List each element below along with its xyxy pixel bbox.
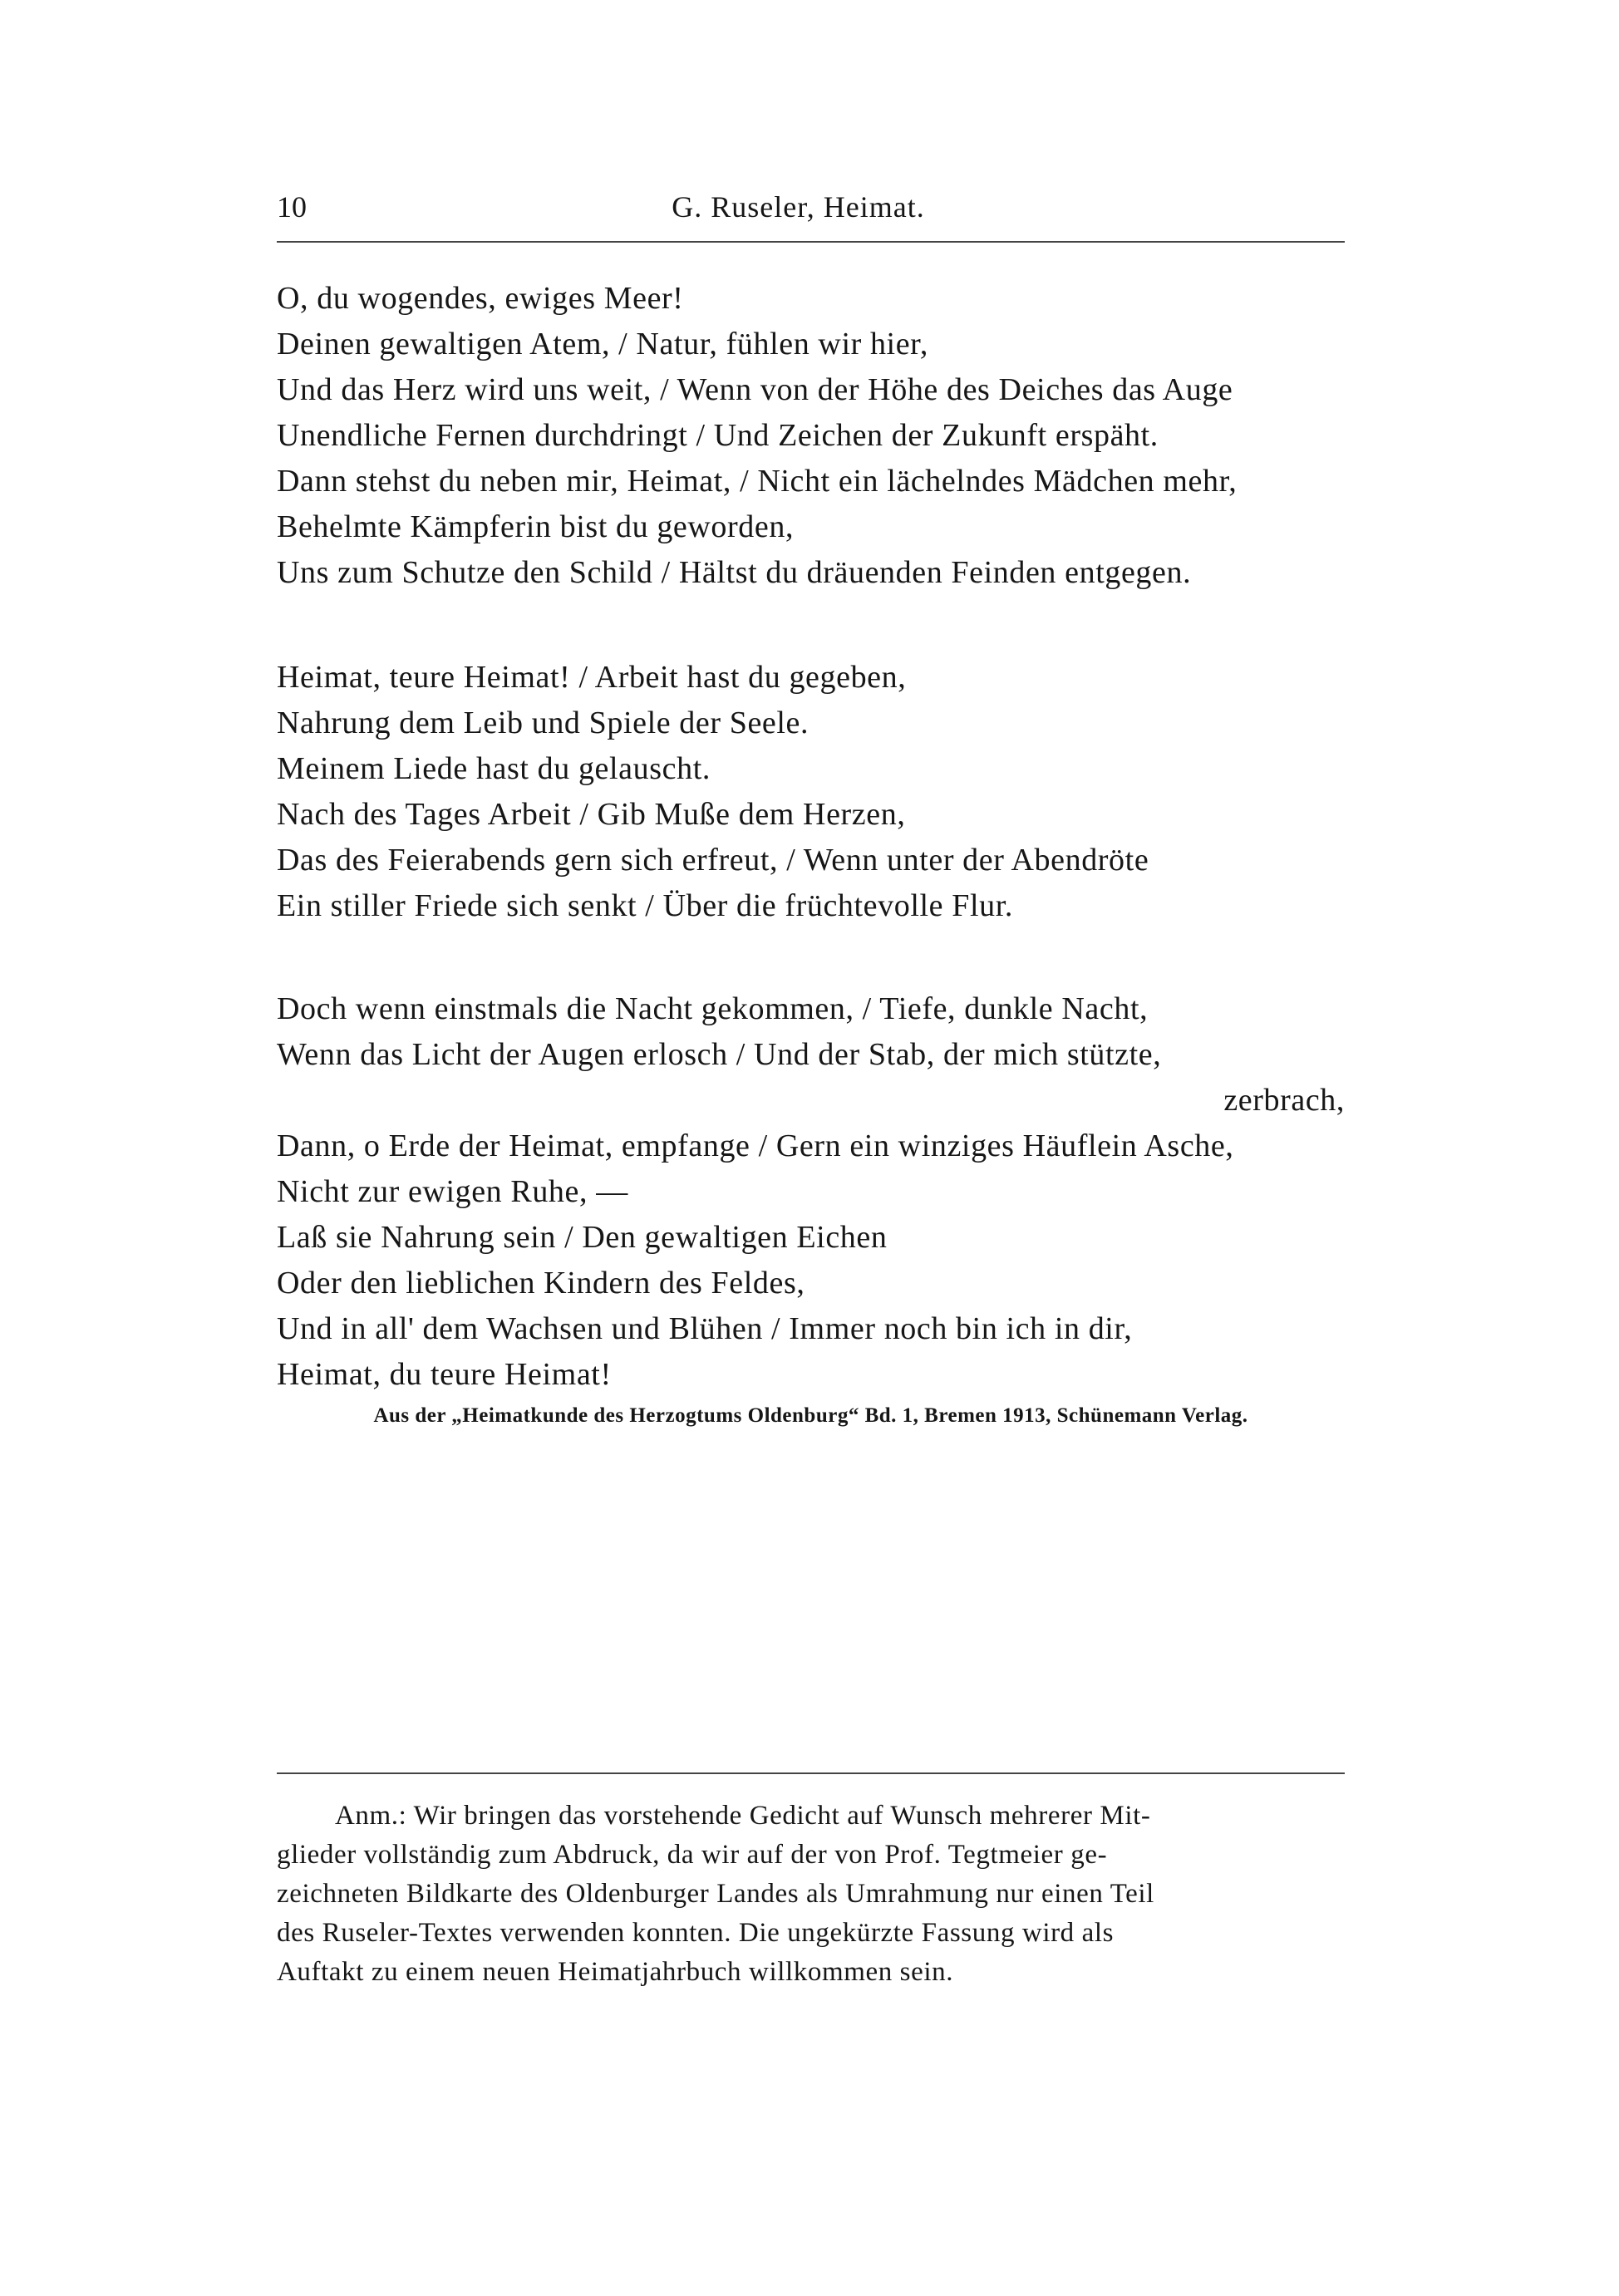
poem-line: Deinen gewaltigen Atem, / Natur, fühlen wir hier, xyxy=(277,327,929,361)
poem-line: Uns zum Schutze den Schild / Hältst du dräuenden Feinden entgegen. xyxy=(277,555,1192,590)
footnote-line: des Ruseler-Textes verwenden konnten. Die ungekürzte Fassung wird als xyxy=(277,1918,1115,1948)
poem-line: Oder den lieblichen Kindern des Feldes, xyxy=(277,1266,805,1300)
poem-line: Wenn das Licht der Augen erlosch / Und der Stab, der mich stützte, xyxy=(277,1037,1162,1072)
poem-stanza-2 xyxy=(277,655,1345,929)
poem-line: Nicht zur ewigen Ruhe, — xyxy=(277,1174,628,1209)
poem-line: Meinem Liede hast du gelauscht. xyxy=(277,751,711,786)
poem-line: Das des Feierabends gern sich erfreut, / Wenn unter der Abendröte xyxy=(277,843,1149,878)
poem-line: Nach des Tages Arbeit / Gib Muße dem Herzen, xyxy=(277,797,906,832)
poem-line: Behelmte Kämpferin bist du geworden, xyxy=(277,509,795,544)
poem-line: Und in all' dem Wachsen und Blühen / Immer noch bin ich in dir, xyxy=(277,1311,1133,1346)
poem-stanza-3 xyxy=(277,986,1345,1398)
footnote-line: zeichneten Bildkarte des Oldenburger Landes als Umrahmung nur einen Teil xyxy=(277,1879,1154,1909)
footnote-line: Anm.: Wir bringen das vorstehende Gedicht auf Wunsch mehrerer Mit- xyxy=(335,1801,1151,1831)
footnote-rule xyxy=(277,1772,1345,1774)
poem-line: Heimat, du teure Heimat! xyxy=(277,1357,612,1392)
footnote xyxy=(277,1797,1345,1992)
poem-line: Heimat, teure Heimat! / Arbeit hast du gegeben, xyxy=(277,660,907,695)
header-rule xyxy=(277,241,1345,243)
poem-line: Dann, o Erde der Heimat, empfange / Gern ein winziges Häuflein Asche, xyxy=(277,1128,1234,1163)
poem-line: Dann stehst du neben mir, Heimat, / Nicht ein lächelndes Mädchen mehr, xyxy=(277,464,1238,499)
source-citation: Aus der „Heimatkunde des Herzogtums Oldenburg“ Bd. 1, Bremen 1913, Schünemann Verlag. xyxy=(373,1404,1248,1427)
poem-line: Unendliche Fernen durchdringt / Und Zeichen der Zukunft erspäht. xyxy=(277,418,1159,453)
poem-line: Und das Herz wird uns weit, / Wenn von der Höhe des Deiches das Auge xyxy=(277,372,1233,407)
poem-stanza-1 xyxy=(277,276,1345,596)
poem-line: Nahrung dem Leib und Spiele der Seele. xyxy=(277,706,810,740)
running-title: G. Ruseler, Heimat. xyxy=(672,190,925,224)
poem-line: Laß sie Nahrung sein / Den gewaltigen Eichen xyxy=(277,1220,888,1255)
poem-line: O, du wogendes, ewiges Meer! xyxy=(277,281,684,316)
poem-line: Ein stiller Friede sich senkt / Über die früchtevolle Flur. xyxy=(277,888,1013,923)
poem-line-continuation: zerbrach, xyxy=(1223,1083,1345,1118)
poem-line: Doch wenn einstmals die Nacht gekommen, / Tiefe, dunkle Nacht, xyxy=(277,991,1149,1026)
footnote-line: Auftakt zu einem neuen Heimatjahrbuch willkommen sein. xyxy=(277,1957,954,1987)
page-number: 10 xyxy=(277,190,307,224)
footnote-line: glieder vollständig zum Abdruck, da wir auf der von Prof. Tegtmeier ge- xyxy=(277,1840,1108,1870)
